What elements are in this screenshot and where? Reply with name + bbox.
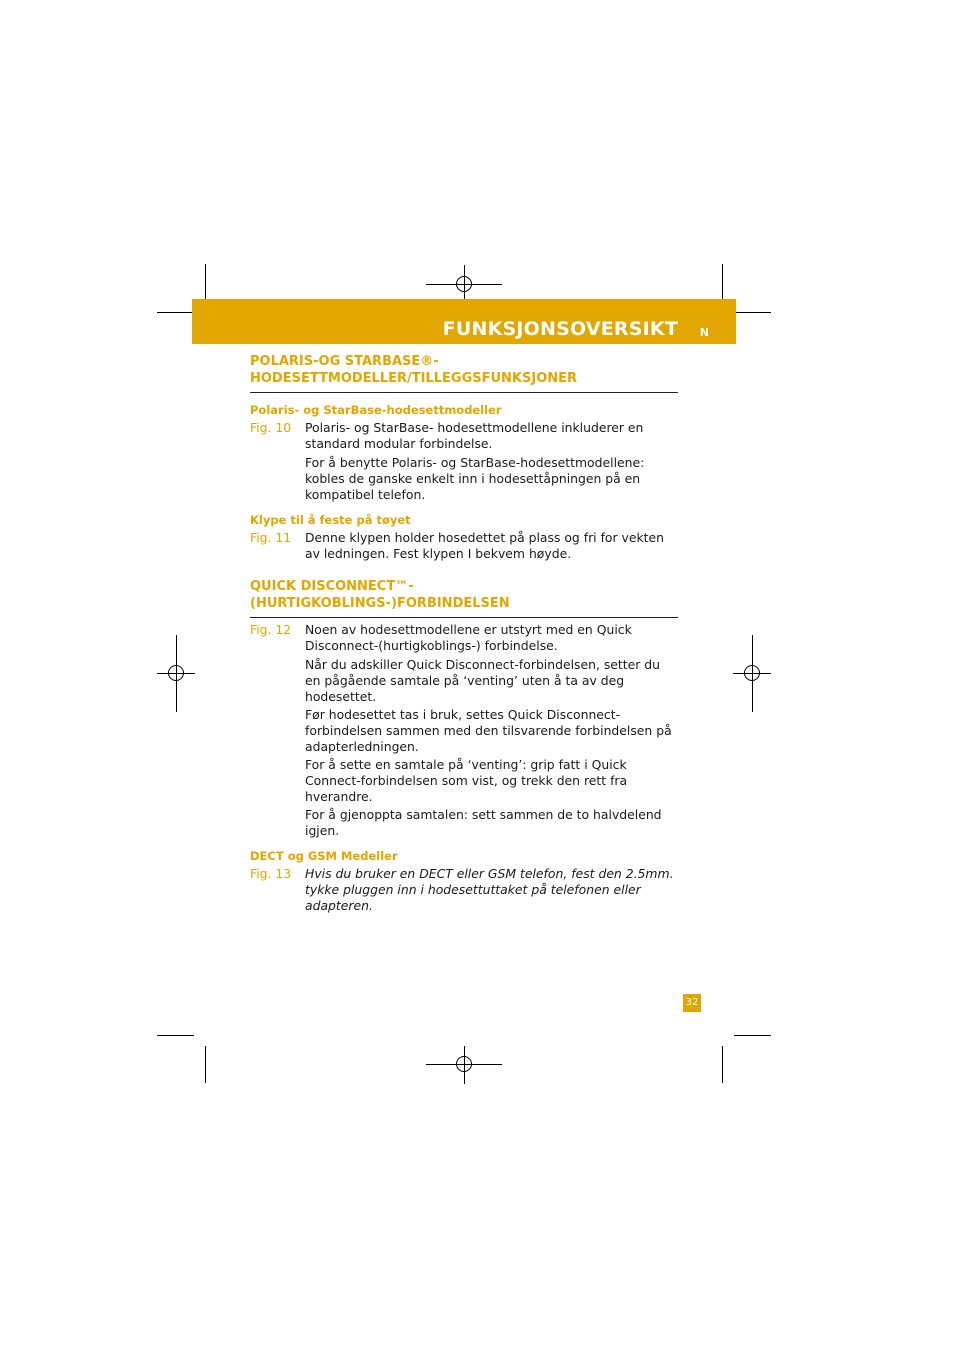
fig-label: Fig. 10 (250, 420, 292, 435)
heading-line: HODESETTMODELLER/TILLEGGSFUNKSJONER (250, 371, 578, 386)
fig-text: Denne klypen holder hosedettet på plass og fri for vekten av ledningen. Fest klypen I bekvem høyde. (305, 530, 665, 561)
language-code: N (699, 326, 709, 339)
subheading-models: Polaris- og StarBase-hodesettmodeller (250, 403, 502, 417)
paragraph: Før hodesettet tas i bruk, settes Quick Disconnect-forbindelsen sammen med den tilsvarende forbindelsen på adapterledningen. (305, 707, 672, 754)
subheading-clip: Klype til å feste på tøyet (250, 513, 411, 527)
section-heading-polaris (250, 353, 678, 393)
crop-mark (157, 312, 194, 313)
registration-mark-left (168, 665, 184, 681)
fig-label: Fig. 12 (250, 622, 292, 637)
header-banner (192, 299, 736, 344)
content (250, 353, 678, 914)
heading-line: (HURTIGKOBLINGS-)FORBINDELSEN (250, 596, 510, 611)
fig-row (250, 530, 678, 562)
crop-mark (205, 264, 206, 300)
paragraph: For å gjenoppta samtalen: sett sammen de to halvdelend igjen. (305, 807, 662, 838)
section-heading-quick-disconnect (250, 578, 678, 618)
paragraph: For å benytte Polaris- og StarBase-hodesettmodellene: kobles de ganske enkelt inn i hodesettåpningen på en kompatibel telefon. (305, 455, 645, 502)
heading-line: QUICK DISCONNECT™- (250, 579, 414, 594)
crop-mark (157, 1035, 194, 1036)
paragraph: Når du adskiller Quick Disconnect-forbindelsen, setter du en pågående samtale på ‘venting’ uten å ta av deg hodesettet. (305, 657, 661, 704)
page-title: FUNKSJONSOVERSIKT (442, 318, 678, 340)
fig-row (250, 622, 678, 654)
paragraph: For å sette en samtale på ‘venting’: grip fatt i Quick Connect-forbindelsen som vist, og trekk den rett fra hverandre. (305, 757, 628, 804)
fig-label: Fig. 13 (250, 866, 292, 881)
crop-mark (734, 1035, 771, 1036)
registration-mark-bottom (456, 1056, 472, 1072)
crop-mark (205, 1046, 206, 1083)
crop-mark (722, 1046, 723, 1083)
crop-mark (722, 264, 723, 300)
fig-text: Polaris- og StarBase- hodesettmodellene inkluderer en standard modular forbindelse. (305, 420, 644, 451)
registration-mark-top (456, 276, 472, 292)
fig-text: Hvis du bruker en DECT eller GSM telefon, fest den 2.5mm. tykke pluggen inn i hodesettuttaket på telefonen eller adapteren. (305, 866, 674, 913)
heading-line: POLARIS-OG STARBASE®- (250, 354, 439, 369)
registration-mark-right (744, 665, 760, 681)
fig-row (250, 420, 678, 452)
fig-row (250, 866, 678, 914)
crop-mark (736, 312, 771, 313)
fig-text: Noen av hodesettmodellene er utstyrt med en Quick Disconnect-(hurtigkoblings-) forbindelse. (305, 622, 632, 653)
page-number: 32 (683, 994, 701, 1012)
fig-label: Fig. 11 (250, 530, 292, 545)
subheading-dect-gsm: DECT og GSM Medeller (250, 849, 398, 863)
